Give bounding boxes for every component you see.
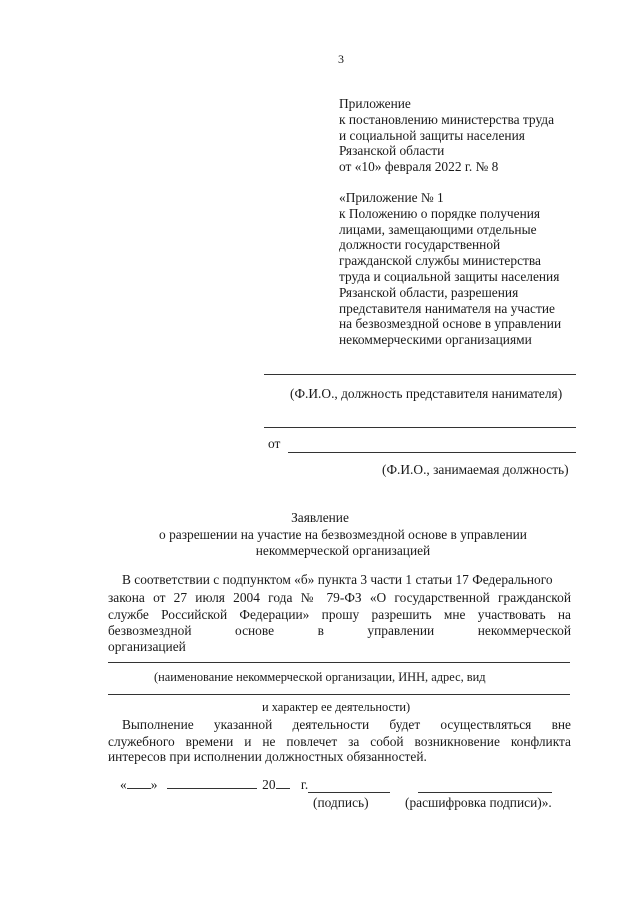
paragraph1-line: службе Российской Федерации» прошу разрешить мне участвовать на <box>108 607 571 622</box>
year-blank <box>276 776 290 789</box>
paragraph2-line: Выполнение указанной деятельности будет осуществляться вне <box>122 717 571 732</box>
paragraph1-line: В соответствии с подпунктом «б» пункта 3 части 1 статьи 17 Федерального <box>122 572 553 587</box>
applicant-line-2 <box>288 452 576 453</box>
paragraph2-line: служебного времени и не повлечет за собой возникновение конфликта <box>108 734 571 749</box>
appendix-line: к постановлению министерства труда <box>339 111 555 127</box>
paragraph1-line: закона от 27 июля 2004 года № 79-ФЗ «О государственной гражданской <box>108 590 571 605</box>
sub-appendix-line: труда и социальной защиты населения <box>339 268 560 284</box>
sub-appendix-line: должности государственной <box>339 237 501 253</box>
close-quote: » <box>150 777 158 792</box>
signature-caption: (подпись) <box>313 795 369 810</box>
statement-title: Заявление <box>291 510 349 525</box>
year-suffix: г. <box>300 777 309 792</box>
sub-appendix-line: к Положению о порядке получения <box>339 205 541 221</box>
sub-appendix-line: «Приложение № 1 <box>339 190 444 205</box>
day-blank <box>127 776 151 789</box>
statement-subtitle-1: о разрешении на участие на безвозмездной основе в управлении <box>159 527 527 542</box>
appendix-line: от «10» февраля 2022 г. № 8 <box>339 159 499 175</box>
paragraph1-line: безвозмездной основе в управлении некоммерческой <box>108 623 571 638</box>
applicant-caption: (Ф.И.О., занимаемая должность) <box>382 462 569 477</box>
sub-appendix-line: Рязанской области, разрешения <box>339 284 519 300</box>
date-field <box>120 776 308 793</box>
sub-appendix-line: представителя нанимателя на участие <box>339 300 555 316</box>
year-prefix: 20 <box>262 777 276 792</box>
appendix-block <box>339 96 609 175</box>
appendix-line: и социальной защиты населения <box>339 127 525 143</box>
appendix-line: Приложение <box>339 96 411 111</box>
sub-appendix-line: лицами, замещающими отдельные <box>339 221 537 237</box>
decoding-caption: (расшифровка подписи)». <box>405 795 552 810</box>
organization-caption-1: (наименование некоммерческой организации, ИНН, адрес, вид <box>154 670 486 684</box>
signature-line <box>308 792 390 793</box>
page-number: 3 <box>338 52 344 66</box>
sub-appendix-block <box>339 190 609 348</box>
from-label: от <box>268 436 281 451</box>
month-blank <box>167 776 257 789</box>
employer-caption: (Ф.И.О., должность представителя нанимателя) <box>290 386 563 401</box>
organization-line-1 <box>108 662 570 663</box>
sub-appendix-line: некоммерческими организациями <box>339 332 532 348</box>
paragraph1-line: организацией <box>108 639 186 654</box>
employer-line <box>264 374 576 375</box>
statement-subtitle-2: некоммерческой организацией <box>255 543 431 558</box>
applicant-line-1 <box>264 427 576 428</box>
appendix-line: Рязанской области <box>339 143 445 159</box>
organization-line-2 <box>108 694 570 695</box>
open-quote: « <box>120 777 127 792</box>
paragraph2-line: интересов при исполнении должностных обязанностей. <box>108 749 427 764</box>
decoding-line <box>418 792 552 793</box>
sub-appendix-line: гражданской службы министерства <box>339 253 541 269</box>
sub-appendix-line: на безвозмездной основе в управлении <box>339 316 562 332</box>
organization-caption-2: и характер ее деятельности) <box>262 700 411 714</box>
